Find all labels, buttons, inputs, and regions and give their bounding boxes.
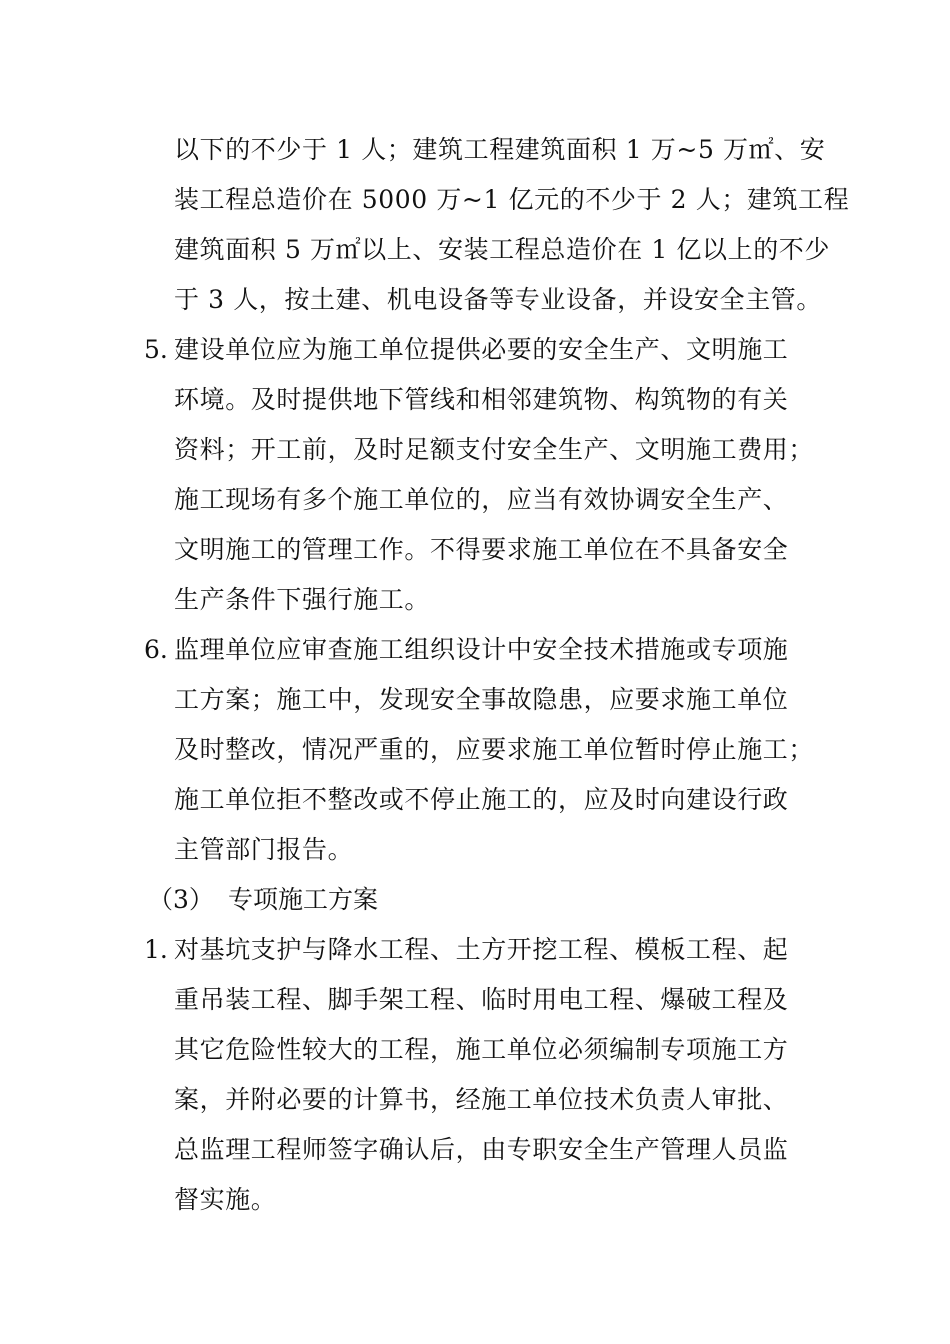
list-item-line: 施工现场有多个施工单位的，应当有效协调安全生产、 [174,485,789,514]
paragraph-line: 于 3 人，按土建、机电设备等专业设备，并设安全主管。 [174,285,823,314]
list-item-line: 工方案；施工中，发现安全事故隐患，应要求施工单位 [174,685,789,714]
paragraph-line: 装工程总造价在 5000 万~1 亿元的不少于 2 人；建筑工程 [174,185,850,214]
list-item-line: 环境。及时提供地下管线和相邻建筑物、构筑物的有关 [174,385,789,414]
list-item-line: 重吊装工程、脚手架工程、临时用电工程、爆破工程及 [174,985,789,1014]
list-item-line: 文明施工的管理工作。不得要求施工单位在不具备安全 [174,535,789,564]
list-item-line: 主管部门报告。 [174,835,354,864]
paragraph-line: 建筑面积 5 万㎡以上、安装工程总造价在 1 亿以上的不少 [174,235,831,264]
list-number: 1. [144,935,168,964]
paragraph-line: 以下的不少于 1 人；建筑工程建筑面积 1 万~5 万㎡、安 [174,135,826,164]
section-number: （3） [148,885,214,914]
list-item-line: 监理单位应审查施工组织设计中安全技术措施或专项施 [174,635,789,664]
list-number: 5. [144,335,168,364]
section-title: 专项施工方案 [228,885,379,914]
list-item-line: 资料；开工前，及时足额支付安全生产、文明施工费用； [174,435,815,464]
list-item-line: 生产条件下强行施工。 [174,585,431,614]
list-item-line: 其它危险性较大的工程，施工单位必须编制专项施工方 [174,1035,789,1064]
section-heading [148,875,378,925]
list-item-line: 督实施。 [174,1185,277,1214]
list-item-line: 施工单位拒不整改或不停止施工的，应及时向建设行政 [174,785,789,814]
list-item-line: 总监理工程师签字确认后，由专职安全生产管理人员监 [174,1135,789,1164]
list-item-line: 及时整改，情况严重的，应要求施工单位暂时停止施工； [174,735,815,764]
list-item-line: 案，并附必要的计算书，经施工单位技术负责人审批、 [174,1085,789,1114]
list-item-line: 对基坑支护与降水工程、土方开挖工程、模板工程、起 [174,935,789,964]
list-number: 6. [144,635,168,664]
list-item-line: 建设单位应为施工单位提供必要的安全生产、文明施工 [174,335,789,364]
